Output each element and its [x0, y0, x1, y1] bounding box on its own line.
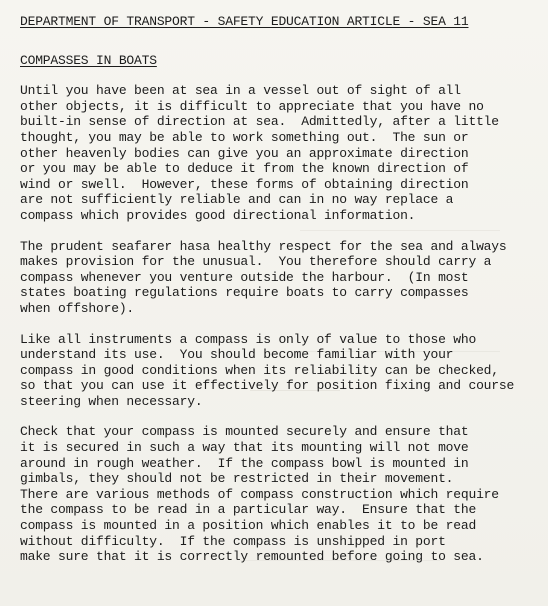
- paragraph-2: [20, 239, 544, 317]
- text-line: make sure that it is correctly remounted before going to sea.: [20, 549, 484, 565]
- paragraph-3: [20, 332, 544, 410]
- text-line: makes provision for the unusual. You therefore should carry a: [20, 254, 492, 270]
- article-paragraphs: [20, 83, 544, 565]
- text-line: compass in good conditions when its reliability can be checked,: [20, 362, 499, 378]
- text-line: understand its use. You should become familiar with your: [20, 347, 454, 363]
- text-line: gimbals, they should not be restricted in their movement.: [20, 471, 454, 487]
- article-title: COMPASSES IN BOATS: [20, 52, 157, 68]
- text-line: are not sufficiently reliable and can in no way replace a: [20, 192, 454, 208]
- text-line: Like all instruments a compass is only of value to those who: [20, 331, 477, 347]
- text-line: so that you can use it effectively for position fixing and course: [20, 378, 515, 394]
- text-line: steering when necessary.: [20, 393, 203, 409]
- text-line: Check that your compass is mounted securely and ensure that: [20, 424, 469, 440]
- text-line: There are various methods of compass construction which require: [20, 486, 499, 502]
- text-line: Until you have been at sea in a vessel out of sight of all: [20, 83, 461, 99]
- text-line: or you may be able to deduce it from the known direction of: [20, 161, 469, 177]
- document-header: DEPARTMENT OF TRANSPORT - SAFETY EDUCATION ARTICLE - SEA 11: [20, 14, 469, 29]
- text-line: thought, you may be able to work something out. The sun or: [20, 129, 469, 145]
- text-line: compass is mounted in a position which enables it to be read: [20, 518, 477, 534]
- paragraph-1: [20, 83, 544, 223]
- text-line: other heavenly bodies can give you an approximate direction: [20, 145, 469, 161]
- text-line: The prudent seafarer hasa healthy respect for the sea and always: [20, 238, 507, 254]
- paragraph-4: [20, 424, 544, 564]
- text-line: compass which provides good directional information.: [20, 207, 416, 223]
- text-line: compass whenever you venture outside the harbour. (In most: [20, 269, 469, 285]
- text-line: without difficulty. If the compass is unshipped in port: [20, 533, 446, 549]
- text-line: it is secured in such a way that its mounting will not move: [20, 440, 469, 456]
- text-line: built-in sense of direction at sea. Admittedly, after a little: [20, 114, 499, 130]
- text-line: states boating regulations require boats to carry compasses: [20, 285, 469, 301]
- text-line: wind or swell. However, these forms of obtaining direction: [20, 176, 469, 192]
- text-line: when offshore).: [20, 300, 135, 316]
- text-line: around in rough weather. If the compass bowl is mounted in: [20, 455, 469, 471]
- text-line: other objects, it is difficult to appreciate that you have no: [20, 98, 484, 114]
- document-body: [20, 14, 544, 565]
- text-line: the compass to be read in a particular way. Ensure that the: [20, 502, 477, 518]
